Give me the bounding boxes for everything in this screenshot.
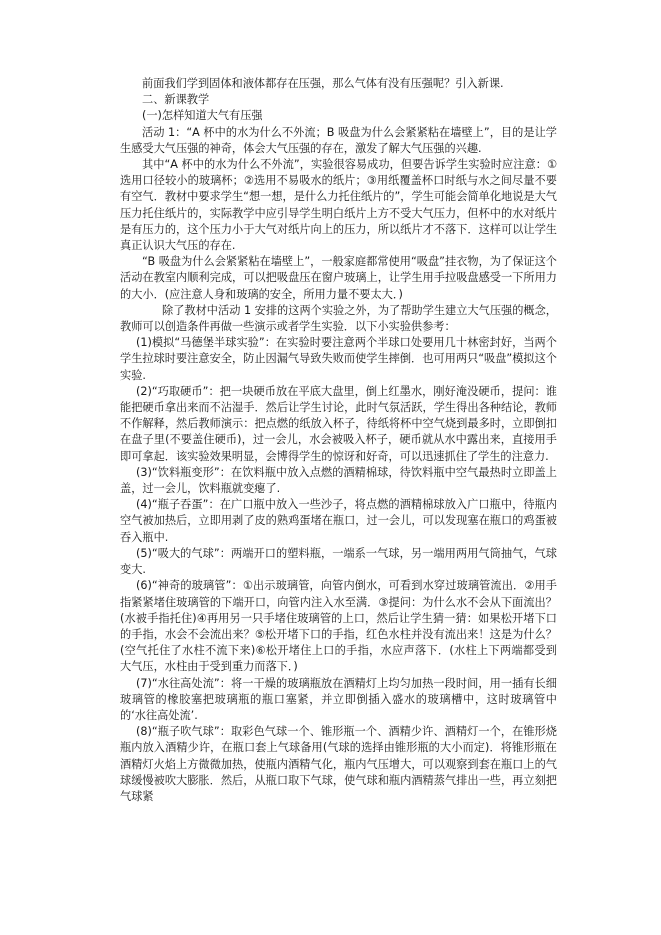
experiment-item: (6)“神奇的玻璃管”：①出示玻璃管，向管内倒水，可看到水穿过玻璃管流出．②用手指紧紧堵住玻璃管的下端开口，向管内注入水至满．③提问：为什么水不会从下面流出？(水被手指托住)④再用另一只手堵住玻璃管的上口，然后让学生猜一猜：如果松开堵下口的手指，水会不会流出来？⑤松开堵下口的手指，红色水柱并没有流出来！这是为什么？(空气托住了水柱不流下来)⑥松开堵住上口的手指，水应声落下．(水柱上下两端都受到大气压，水柱由于受到重力而落下．) bbox=[120, 579, 557, 674]
experiment-item: (8)“瓶子吹气球”：取彩色气球一个、锥形瓶一个、酒精少许、酒精灯一个，在锥形烧瓶内放入酒精少许，在瓶口套上气球备用(气球的选择由锥形瓶的大小而定)．将锥形瓶在酒精灯火焰上方微微加热，使瓶内酒精气化，瓶内气压增大，可以观察到套在瓶口上的气球缓慢被吹大膨胀．然后，从瓶口取下气球，使气球和瓶内酒精蒸气排出一些，再立刻把气球紧 bbox=[120, 725, 557, 803]
extra-experiments-paragraph: 除了教材中活动 1 安排的这两个实验之外，为了帮助学生建立大气压强的概念，教师可以创造条件再做一些演示或者学生实验．以下小实验供参考： bbox=[120, 303, 557, 334]
section-heading: 二、新课教学 bbox=[142, 93, 210, 107]
experiment-item: (2)“巧取硬币”：把一块硬币放在平底大盘里，倒上红墨水，刚好淹没硬币，提问：谁能把硬币拿出来而不沾湿手．然后让学生讨论，此时气氛活跃，学生得出各种结论，教师不作解释，然后教师演示：把点燃的纸放入杯子，待纸将杯中空气烧到最多时，立即倒扣在盘子里(不要盖住硬币)，过一会儿，水会被吸入杯子，硬币就从水中露出来，直接用手即可拿起．该实验效果明显，会博得学生的惊讶和好奇，可以迅速抓住了学生的注意力. bbox=[120, 384, 557, 463]
cup-experiment-paragraph: 其中“A 杯中的水为什么不外流”，实验很容易成功，但要告诉学生实验时应注意：①选用口径较小的玻璃杯；②选用不易吸水的纸片；③用纸覆盖杯口时纸与水之间尽量不要有空气．教材中要求学生“想一想，是什么力托住纸片的”，学生可能会简单化地说是大气压力托住纸片的，实际教学中应引导学生明白纸片上方不受大气压力，但杯中的水对纸片是有压力的，这个压力小于大气对纸片向上的压力，所以纸片才不落下．这样可以让学生真正认识大气压的存在. bbox=[120, 158, 557, 253]
suction-cup-paragraph: “B 吸盘为什么会紧紧粘在墙壁上”，一般家庭都常使用“吸盘”挂衣物，为了保证这个活动在教室内顺利完成，可以把吸盘压在窗户玻璃上，让学生用手拉吸盘感受一下所用力的大小．(应注意人身和玻璃的安全，所用力量不要太大．) bbox=[120, 255, 557, 301]
intro-paragraph: 前面我们学到固体和液体都存在压强，那么气体有没有压强呢？引入新课. bbox=[142, 77, 504, 90]
document-body bbox=[120, 76, 557, 805]
activity-paragraph: 活动 1：“A 杯中的水为什么不外流；B 吸盘为什么会紧紧粘在墙壁上”，目的是让学生感受大气压强的神奇，体会大气压强的存在，激发了解大气压强的兴趣. bbox=[120, 125, 557, 155]
experiment-item: (7)“水往高处流”：将一干燥的玻璃瓶放在酒精灯上均匀加热一段时间，用一插有长细玻璃管的橡胶塞把玻璃瓶的瓶口塞紧，并立即倒插入盛水的玻璃槽中，这时玻璃管中的‘水往高处流’. bbox=[120, 676, 557, 722]
subsection-heading: (一)怎样知道大气有压强 bbox=[142, 109, 263, 123]
experiment-item: (1)模拟“马德堡半球实验”：在实验时要注意两个半球口处要用几十林密封好，当两个学生拉球时要注意安全，防止因漏气导致失败而使学生摔倒．也可用两只“吸盘”模拟这个实验. bbox=[120, 336, 557, 382]
experiment-item: (4)“瓶子吞蛋”：在广口瓶中放入一些沙子，将点燃的酒精棉球放入广口瓶中，待瓶内空气被加热后，立即用剥了皮的熟鸡蛋堵在瓶口，过一会儿，可以发现塞在瓶口的鸡蛋被吞入瓶中. bbox=[120, 498, 557, 544]
experiment-item: (3)“饮料瓶变形”：在饮料瓶中放入点燃的酒精棉球，待饮料瓶中空气最热时立即盖上盖，过一会儿，饮料瓶就变瘪了. bbox=[120, 465, 557, 496]
experiment-item: (5)“吸大的气球”：两端开口的塑料瓶，一端系一气球，另一端用两用气筒抽气，气球变大. bbox=[120, 546, 557, 577]
